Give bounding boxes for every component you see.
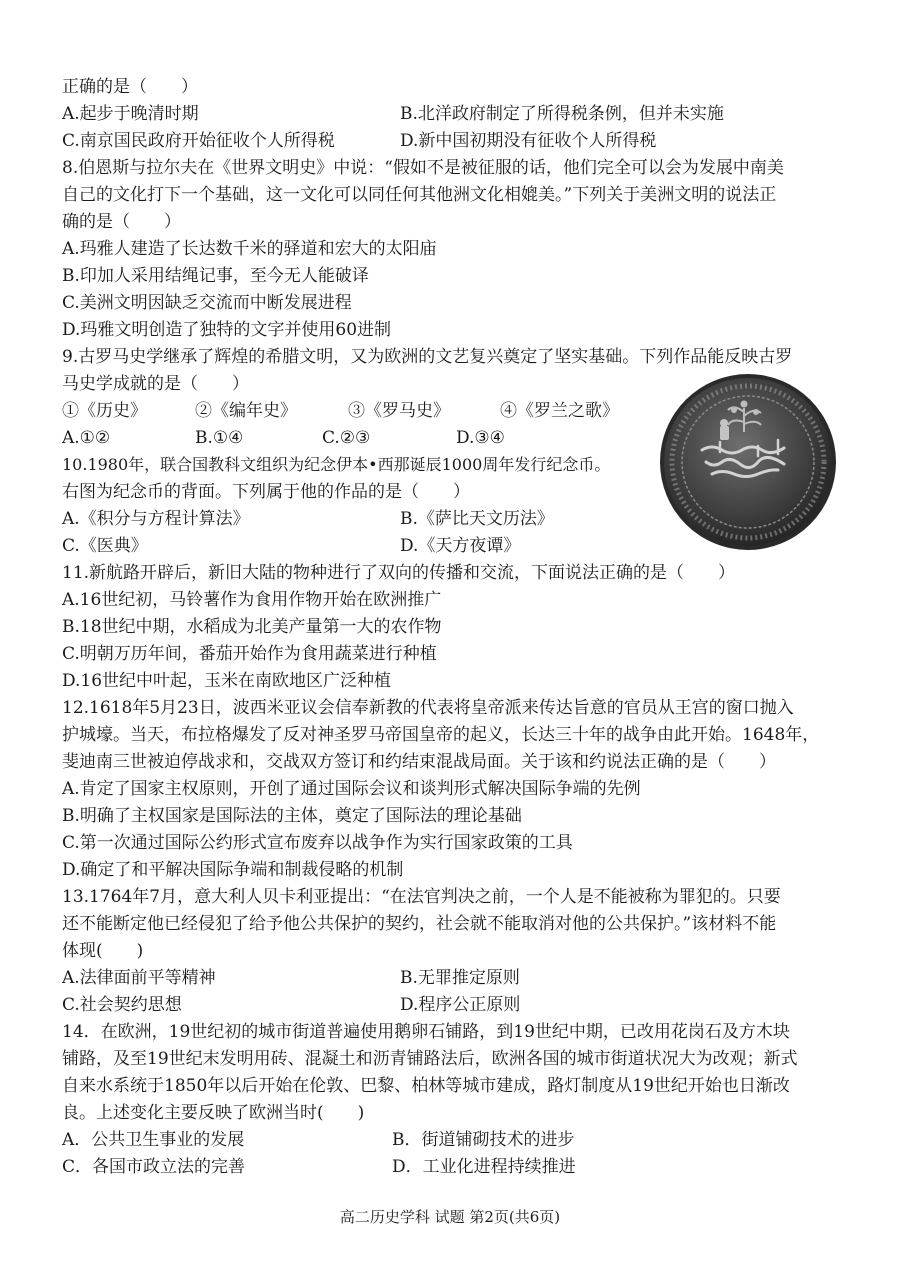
- q8-option-b: B.印加人采用结绳记事，至今无人能破译: [62, 266, 369, 286]
- q10-stem-2: 右图为纪念币的背面。下列属于他的作品的是（ ）: [62, 482, 470, 502]
- q9-item-3: ③《罗马史》: [348, 401, 450, 421]
- q12-option-b: B.明确了主权国家是国际法的主体，奠定了国际法的理论基础: [62, 806, 522, 826]
- q11-option-d: D.16世纪中叶起，玉米在南欧地区广泛种植: [62, 671, 392, 691]
- q10-option-b: B.《萨比天文历法》: [400, 509, 554, 529]
- q9-option-b: B.①④: [195, 428, 244, 448]
- q8-stem-1: 8.伯恩斯与拉尔夫在《世界文明史》中说：“假如不是被征服的话，他们完全可以会为发展中南美: [62, 158, 784, 178]
- q7-stem-end: 正确的是（ ）: [62, 77, 198, 97]
- q8-stem-3: 确的是（ ）: [62, 212, 181, 232]
- q11-stem: 11.新航路开辟后，新旧大陆的物种进行了双向的传播和交流，下面说法正确的是（ ）: [62, 563, 736, 583]
- q10-option-d: D.《天方夜谭》: [400, 536, 521, 556]
- q12-stem-3: 斐迪南三世被迫停战求和，交战双方签订和约结束混战局面。关于该和约说法正确的是（ ）: [62, 752, 776, 772]
- q9-option-d: D.③④: [456, 428, 505, 448]
- q14-option-a: A．公共卫生事业的发展: [62, 1130, 245, 1150]
- q14-option-c: C．各国市政立法的完善: [62, 1157, 246, 1177]
- q7-option-d: D.新中国初期没有征收个人所得税: [400, 131, 657, 151]
- q7-option-c: C.南京国民政府开始征收个人所得税: [62, 131, 335, 151]
- q14-stem-3: 自来水系统于1850年以后开始在伦敦、巴黎、柏林等城市建成，路灯制度从19世纪开始也日渐改: [62, 1076, 790, 1096]
- q11-option-a: A.16世纪初，马铃薯作为食用作物开始在欧洲推广: [62, 590, 442, 610]
- q12-option-a: A.肯定了国家主权原则，开创了通过国际会议和谈判形式解决国际争端的先例: [62, 779, 641, 799]
- q10-option-c: C.《医典》: [62, 536, 148, 556]
- q9-item-2: ②《编年史》: [195, 401, 297, 421]
- q11-option-c: C.明朝万历年间，番茄开始作为食用蔬菜进行种植: [62, 644, 437, 664]
- q12-stem-2: 护城壕。当天，布拉格爆发了反对神圣罗马帝国皇帝的起义，长达三十年的战争由此开始。1648年，: [62, 725, 820, 745]
- q10-option-a: A.《积分与方程计算法》: [62, 509, 250, 529]
- q9-item-1: ①《历史》: [62, 401, 147, 421]
- q12-stem-1: 12.1618年5月23日，波西米亚议会信奉新教的代表将皇帝派来传达旨意的官员从王宫的窗口抛入: [62, 698, 794, 718]
- q7-option-b: B.北洋政府制定了所得税条例，但并未实施: [400, 104, 724, 124]
- q7-option-a: A.起步于晚清时期: [62, 104, 199, 124]
- q11-option-b: B.18世纪中期，水稻成为北美产量第一大的农作物: [62, 617, 442, 637]
- q8-option-c: C.美洲文明因缺乏交流而中断发展进程: [62, 293, 352, 313]
- commemorative-coin-image: [658, 372, 838, 552]
- q14-stem-4: 良。上述变化主要反映了欧洲当时( ): [62, 1103, 365, 1123]
- q8-option-d: D.玛雅文明创造了独特的文字并使用60进制: [62, 320, 392, 340]
- q13-option-b: B.无罪推定原则: [400, 968, 520, 988]
- q13-option-c: C.社会契约思想: [62, 995, 182, 1015]
- q12-option-c: C.第一次通过国际公约形式宣布废弃以战争作为实行国家政策的工具: [62, 833, 573, 853]
- q14-stem-2: 铺路，及至19世纪末发明用砖、混凝土和沥青铺路法后，欧洲各国的城市街道状况大为改观；新式: [62, 1049, 798, 1069]
- q9-item-4: ④《罗兰之歌》: [500, 401, 619, 421]
- q9-stem-1: 9.古罗马史学继承了辉煌的希腊文明，又为欧洲的文艺复兴奠定了坚实基础。下列作品能反映古罗: [62, 347, 793, 367]
- q13-option-d: D.程序公正原则: [400, 995, 521, 1015]
- q13-stem-1: 13.1764年7月，意大利人贝卡利亚提出：“在法官判决之前，一个人是不能被称为罪犯的。只要: [62, 887, 781, 907]
- q8-stem-2: 自己的文化打下一个基础，这一文化可以同任何其他洲文化相媲美。”下列关于美洲文明的说法正: [62, 185, 777, 205]
- q8-option-a: A.玛雅人建造了长达数千米的驿道和宏大的太阳庙: [62, 239, 437, 259]
- q14-option-b: B．街道铺砌技术的进步: [392, 1130, 575, 1150]
- q13-stem-3: 体现( ): [62, 941, 144, 961]
- q13-stem-2: 还不能断定他已经侵犯了给予他公共保护的契约，社会就不能取消对他的公共保护。”该材料不能: [62, 914, 777, 934]
- page-footer: 高二历史学科 试题 第2页(共6页): [339, 1208, 561, 1226]
- q14-stem-1: 14．在欧洲，19世纪初的城市街道普遍使用鹅卵石铺路，到19世纪中期，已改用花岗石及方木块: [62, 1022, 790, 1042]
- q9-stem-2: 马史学成就的是（ ）: [62, 374, 249, 394]
- q13-option-a: A.法律面前平等精神: [62, 968, 216, 988]
- q10-stem-1: 10.1980年，联合国教科文组织为纪念伊本•西那诞辰1000周年发行纪念币。: [62, 455, 611, 474]
- q12-option-d: D.确定了和平解决国际争端和制裁侵略的机制: [62, 860, 404, 880]
- q9-option-a: A.①②: [62, 428, 111, 448]
- q14-option-d: D．工业化进程持续推进: [392, 1157, 576, 1177]
- q9-option-c: C.②③: [322, 428, 371, 448]
